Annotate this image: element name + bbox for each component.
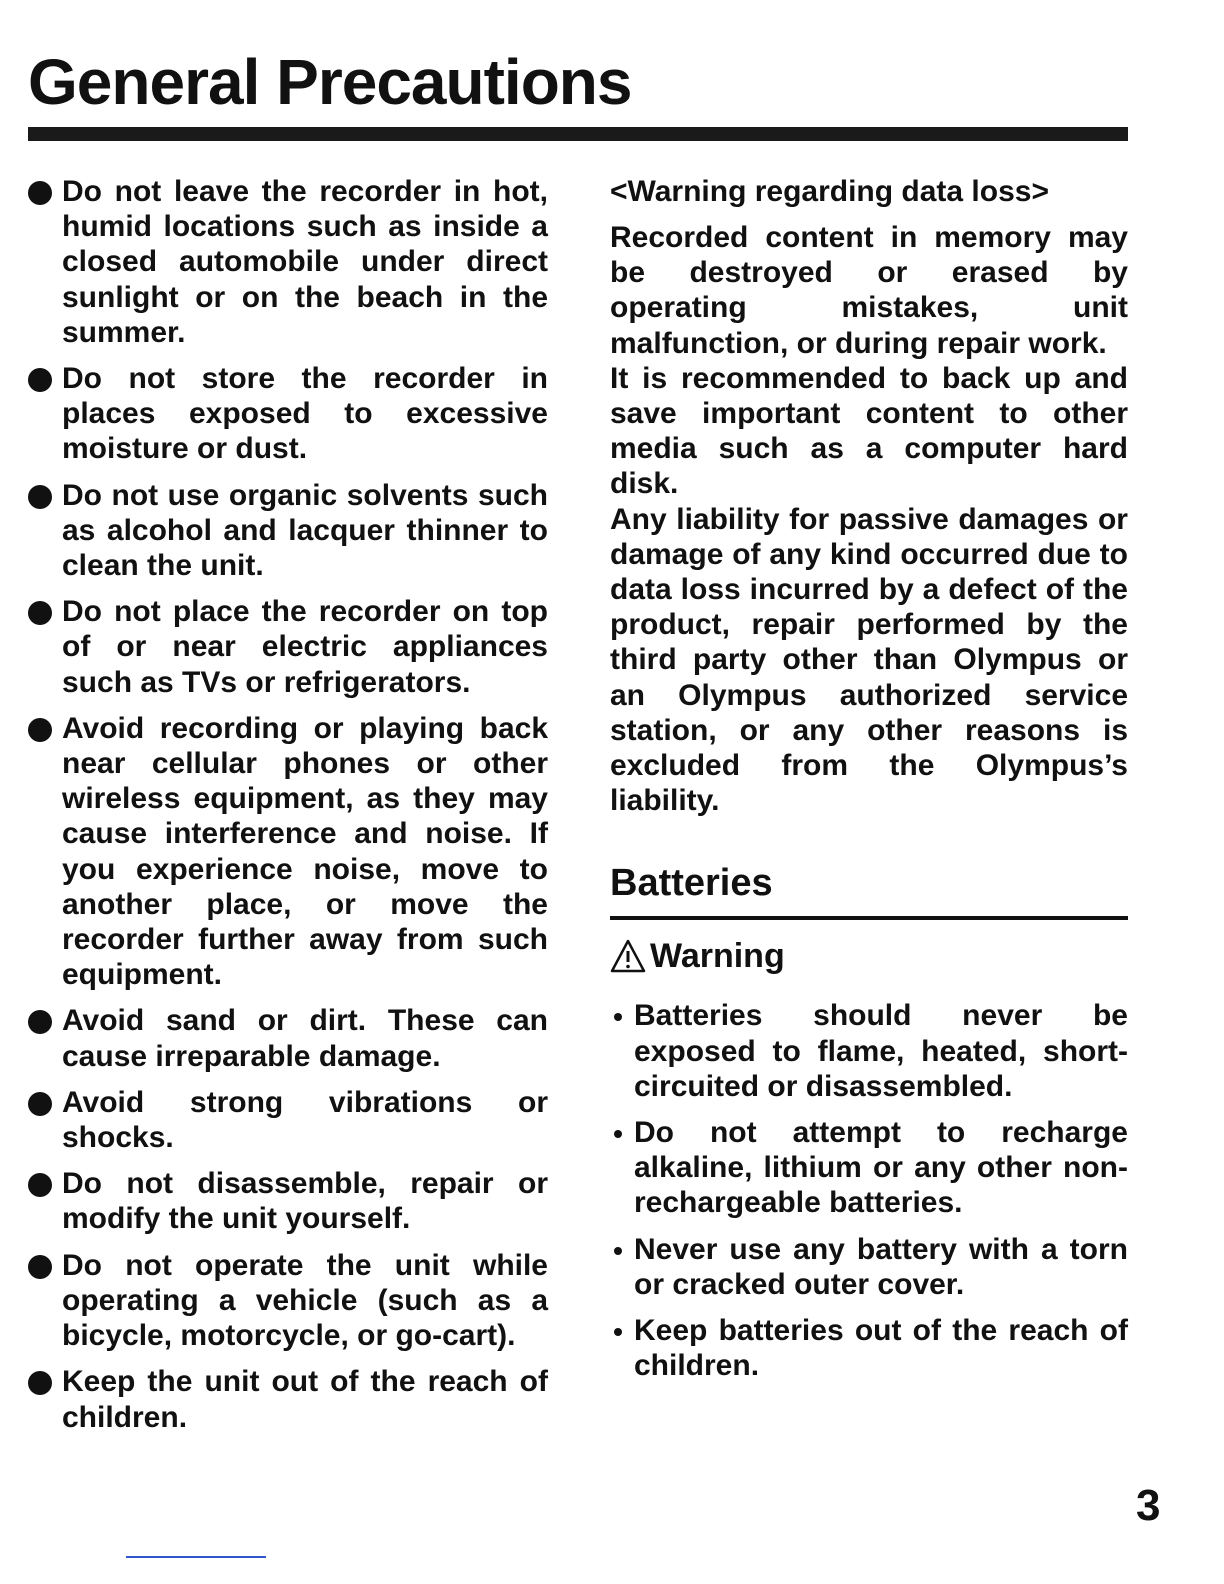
warning-triangle-icon [610,939,646,973]
battery-warning-item [610,1313,1128,1383]
footer-rule [126,1556,266,1558]
battery-warning-list [610,998,1128,1383]
batteries-rule [610,916,1128,920]
title-rule [28,127,1128,141]
battery-warning-item [610,1232,1128,1302]
precaution-text: Do not operate the unit while operating a vehicle (such as a bicycle, motorcycle, or go-cart). [62,1248,548,1353]
bullet-icon [28,1010,52,1034]
precaution-text: Avoid strong vibrations or shocks. [62,1085,548,1155]
battery-warning-label [610,936,1128,976]
precaution-item [28,361,548,467]
precaution-text: Do not leave the recorder in hot, humid locations such as inside a closed automobile under direct sunlight or on the beach in the summer. [62,175,548,349]
battery-warning-text: Keep batteries out of the reach of children. [634,1314,1128,1383]
bullet-icon [28,1173,52,1197]
bullet-icon [614,1328,622,1336]
data-loss-paragraph: Recorded content in memory may be destroyed or erased by operating mistakes, unit malfunction, or during repair work. [610,221,1128,360]
bullet-icon [28,368,52,392]
page-number: 3 [1136,1481,1161,1530]
warning-label-text: Warning [650,937,785,976]
bullet-icon [614,1013,622,1021]
precaution-item [28,594,548,700]
battery-warning-text: Never use any battery with a torn or cracked outer cover. [634,1232,1128,1301]
bullet-icon [614,1247,622,1255]
bullet-icon [614,1130,622,1138]
precaution-item [28,1248,548,1354]
precaution-text: Avoid sand or dirt. These can cause irreparable damage. [62,1004,548,1073]
battery-warning-item [610,1115,1128,1221]
bullet-icon [28,1092,52,1116]
bullet-icon [28,1371,52,1395]
bullet-icon [28,718,52,742]
precaution-item [28,711,548,993]
precautions-list [28,174,548,1435]
precaution-text: Avoid recording or playing back near cellular phones or other wireless equipment, as they may cause interference and noise. If you experience noise, move to another place, or move the recorder further away from such equipment. [62,711,548,992]
precautions-column [28,174,548,1446]
bullet-icon [28,485,52,509]
precaution-text: Do not store the recorder in places exposed to excessive moisture or dust. [62,362,548,466]
batteries-heading: Batteries [610,862,773,905]
right-column [610,174,1128,1394]
battery-warning-text: Do not attempt to recharge alkaline, lithium or any other non-rechargeable batteries. [634,1116,1128,1220]
battery-warning-text: Batteries should never be exposed to flame, heated, short-circuited or disassembled. [634,999,1128,1103]
page-title: General Precautions [28,46,632,118]
battery-warning-item [610,998,1128,1104]
precaution-item [28,1085,548,1155]
precaution-text: Do not use organic solvents such as alcohol and lacquer thinner to clean the unit. [62,478,548,583]
data-loss-paragraph: Any liability for passive damages or damage of any kind occurred due to data loss incurred by a defect of the product, repair performed by the third party other than Olympus or an Olympus authorized service station, or any other reasons is excluded from the Olympus’s liability. [610,502,1128,818]
precaution-text: Do not disassemble, repair or modify the unit yourself. [62,1167,548,1236]
precaution-item [28,1364,548,1434]
bullet-icon [28,1255,52,1279]
bullet-icon [28,601,52,625]
data-loss-heading: <Warning regarding data loss> [610,175,1049,208]
precaution-text: Do not place the recorder on top of or near electric appliances such as TVs or refrigerators. [62,595,548,699]
bullet-icon [28,181,52,205]
precaution-item [28,1166,548,1236]
precaution-text: Keep the unit out of the reach of children. [62,1365,548,1434]
precaution-item [28,174,548,350]
precaution-item [28,478,548,584]
precaution-item [28,1003,548,1073]
data-loss-paragraph: It is recommended to back up and save important content to other media such as a computer hard disk. [610,361,1128,501]
